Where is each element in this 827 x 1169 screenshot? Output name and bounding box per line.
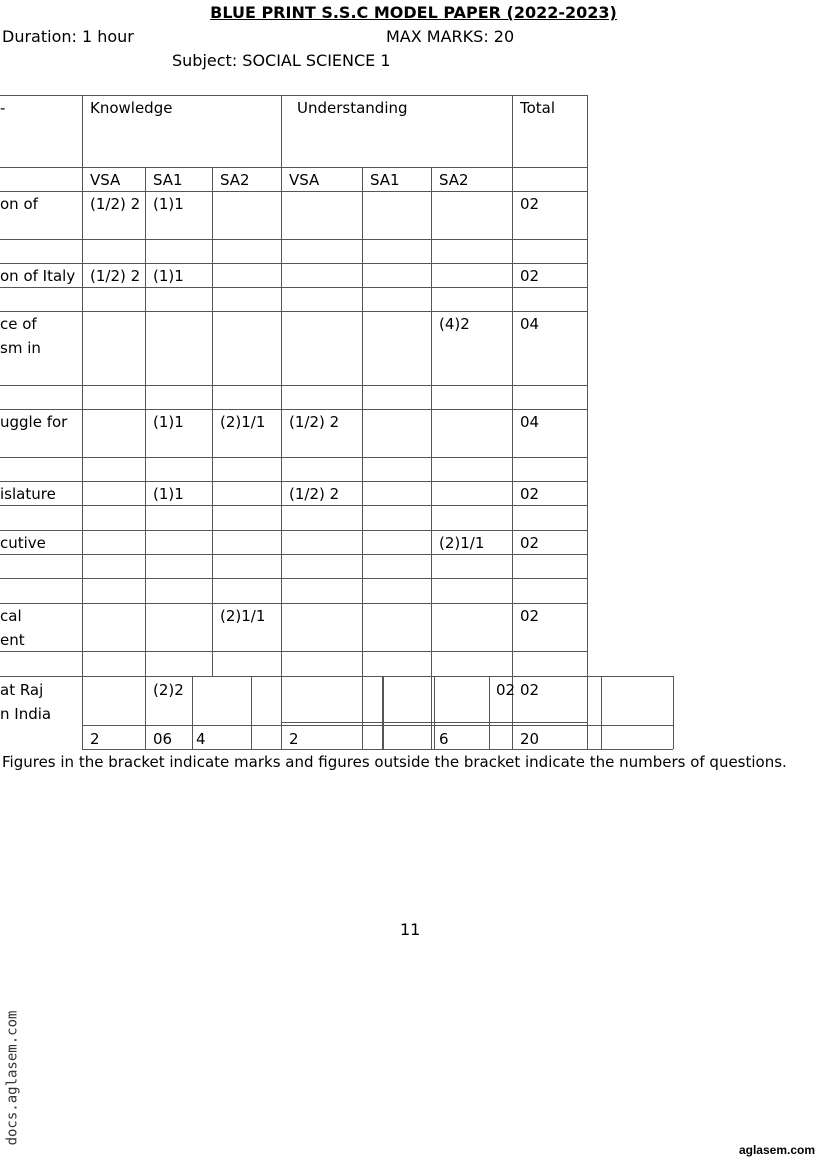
total-k_vsa: 2 bbox=[90, 730, 100, 748]
table-rule bbox=[587, 481, 588, 530]
table-rule bbox=[0, 603, 587, 604]
page-title: BLUE PRINT S.S.C MODEL PAPER (2022-2023) bbox=[210, 3, 617, 22]
table-rule bbox=[362, 530, 363, 603]
row-topic: sm in bbox=[0, 339, 41, 357]
table-rule bbox=[281, 603, 282, 676]
total-k_sa2: 4 bbox=[196, 730, 206, 748]
table-rule bbox=[192, 676, 193, 749]
cell-u_sa2: (4)2 bbox=[439, 315, 470, 333]
table-rule bbox=[512, 167, 513, 191]
table-rule bbox=[0, 95, 587, 96]
table-rule bbox=[82, 725, 673, 726]
table-rule bbox=[82, 676, 673, 677]
table-rule bbox=[281, 530, 282, 603]
row-topic: n India bbox=[0, 705, 52, 723]
cell-total: 02 bbox=[520, 267, 540, 285]
table-rule bbox=[587, 95, 588, 167]
subheader-k-sa1: SA1 bbox=[153, 171, 183, 189]
row-topic: ent bbox=[0, 631, 25, 649]
table-rule bbox=[512, 263, 513, 311]
cell-u_vsa: (1/2) 2 bbox=[289, 485, 340, 503]
header-total: Total bbox=[520, 99, 556, 117]
header-topic: - bbox=[0, 99, 6, 117]
table-rule bbox=[587, 167, 588, 191]
table-rule bbox=[212, 603, 213, 676]
cell-total: 02 bbox=[520, 607, 540, 625]
cell-total: 02 bbox=[520, 195, 540, 213]
table-rule bbox=[0, 239, 587, 240]
table-rule bbox=[434, 676, 435, 749]
table-rule bbox=[383, 676, 384, 749]
table-rule bbox=[212, 409, 213, 481]
subheader-u-sa1: SA1 bbox=[370, 171, 400, 189]
row-topic: on of bbox=[0, 195, 38, 213]
total-grand: 20 bbox=[520, 730, 540, 748]
table-rule bbox=[587, 676, 588, 749]
subheader-u-vsa: VSA bbox=[289, 171, 320, 189]
table-rule bbox=[281, 481, 282, 530]
table-rule bbox=[431, 167, 432, 191]
table-rule bbox=[587, 191, 588, 263]
table-rule bbox=[587, 409, 588, 481]
table-rule bbox=[512, 530, 513, 603]
table-rule bbox=[362, 263, 363, 311]
total-u_sa2: 6 bbox=[439, 730, 449, 748]
cell-total: 04 bbox=[520, 413, 540, 431]
table-rule bbox=[587, 311, 588, 409]
table-rule bbox=[362, 676, 363, 749]
table-rule bbox=[489, 676, 490, 749]
table-rule bbox=[281, 191, 282, 263]
table-rule bbox=[82, 167, 83, 191]
table-rule bbox=[362, 603, 363, 676]
table-rule bbox=[431, 263, 432, 311]
table-rule bbox=[362, 481, 363, 530]
table-rule bbox=[281, 263, 282, 311]
table-rule bbox=[145, 481, 146, 530]
table-rule bbox=[673, 676, 674, 749]
table-rule bbox=[145, 676, 146, 749]
table-rule bbox=[145, 263, 146, 311]
table-rule bbox=[0, 287, 587, 288]
table-rule bbox=[281, 409, 282, 481]
table-rule bbox=[0, 578, 587, 579]
table-rule bbox=[512, 191, 513, 263]
table-rule bbox=[512, 603, 513, 676]
table-rule bbox=[362, 191, 363, 263]
table-rule bbox=[512, 481, 513, 530]
table-rule bbox=[212, 481, 213, 530]
cell-k_sa1: (1)1 bbox=[153, 267, 184, 285]
table-rule bbox=[362, 409, 363, 481]
table-rule bbox=[251, 676, 252, 749]
table-rule bbox=[0, 385, 587, 386]
table-rule bbox=[82, 95, 83, 167]
table-rule bbox=[431, 481, 432, 530]
table-rule bbox=[431, 603, 432, 676]
subheader-k-vsa: VSA bbox=[90, 171, 121, 189]
cell-total: 02 bbox=[520, 681, 540, 699]
row-topic: at Raj bbox=[0, 681, 44, 699]
table-rule bbox=[601, 676, 602, 749]
brand-logo: aglasem.com bbox=[738, 1143, 815, 1157]
table-rule bbox=[281, 311, 282, 409]
table-rule bbox=[212, 263, 213, 311]
cell-k_sa2: (2)1/1 bbox=[220, 607, 266, 625]
page-number: 11 bbox=[400, 920, 421, 939]
table-rule bbox=[431, 191, 432, 263]
table-rule bbox=[82, 481, 83, 530]
table-rule bbox=[145, 530, 146, 603]
table-rule bbox=[0, 263, 587, 264]
table-rule bbox=[431, 409, 432, 481]
duration-label: Duration: 1 hour bbox=[2, 27, 134, 46]
subheader-u-sa2: SA2 bbox=[439, 171, 469, 189]
table-rule bbox=[212, 191, 213, 263]
table-rule bbox=[0, 530, 587, 531]
table-rule bbox=[431, 676, 432, 749]
table-rule bbox=[82, 530, 83, 603]
row-topic: ce of bbox=[0, 315, 37, 333]
total-u_vsa: 2 bbox=[289, 730, 299, 748]
cell-u_vsa: (1/2) 2 bbox=[289, 413, 340, 431]
table-rule bbox=[512, 95, 513, 167]
cell-total: 02 bbox=[520, 485, 540, 503]
cell-total: 02 bbox=[520, 534, 540, 552]
subheader-k-sa2: SA2 bbox=[220, 171, 250, 189]
table-rule bbox=[145, 167, 146, 191]
table-rule bbox=[512, 409, 513, 481]
table-rule bbox=[362, 167, 363, 191]
cell-k_sa1: (1)1 bbox=[153, 413, 184, 431]
table-rule bbox=[82, 191, 83, 263]
table-rule bbox=[281, 676, 282, 749]
total-k_sa1: 06 bbox=[153, 730, 173, 748]
table-rule bbox=[0, 311, 587, 312]
cell-u_sa2: (2)1/1 bbox=[439, 534, 485, 552]
cell-k_vsa: (1/2) 2 bbox=[90, 267, 141, 285]
table-rule bbox=[212, 167, 213, 191]
cell-k_sa1: (1)1 bbox=[153, 485, 184, 503]
table-rule bbox=[82, 603, 83, 676]
table-rule bbox=[145, 409, 146, 481]
table-rule bbox=[362, 311, 363, 409]
max-marks-label: MAX MARKS: 20 bbox=[386, 27, 515, 46]
table-rule bbox=[281, 95, 282, 167]
table-rule bbox=[587, 263, 588, 311]
cell-k_vsa: (1/2) 2 bbox=[90, 195, 141, 213]
watermark: docs.aglasem.com bbox=[4, 1010, 21, 1146]
cell-k_sa2: (2)1/1 bbox=[220, 413, 266, 431]
row-topic: islature bbox=[0, 485, 56, 503]
header-knowledge: Knowledge bbox=[90, 99, 173, 117]
table-rule bbox=[212, 311, 213, 409]
table-rule bbox=[145, 191, 146, 263]
table-rule bbox=[145, 311, 146, 409]
row-topic: cutive bbox=[0, 534, 46, 552]
table-rule bbox=[587, 530, 588, 603]
header-understanding: Understanding bbox=[297, 99, 408, 117]
table-rule bbox=[431, 311, 432, 409]
table-rule bbox=[512, 311, 513, 409]
table-rule bbox=[82, 676, 83, 749]
row-topic: cal bbox=[0, 607, 22, 625]
table-rule bbox=[82, 311, 83, 409]
row-topic: uggle for bbox=[0, 413, 68, 431]
table-rule bbox=[587, 603, 588, 676]
table-rule bbox=[82, 263, 83, 311]
table-rule bbox=[0, 651, 587, 652]
table-rule bbox=[0, 554, 587, 555]
table-rule bbox=[281, 167, 282, 191]
cell-k_sa1: (1)1 bbox=[153, 195, 184, 213]
table-rule bbox=[212, 530, 213, 603]
table-rule bbox=[145, 603, 146, 676]
footnote: Figures in the bracket indicate marks and figures outside the bracket indicate the numbers of questions. bbox=[2, 753, 787, 771]
table-rule bbox=[0, 457, 587, 458]
cell-total: 04 bbox=[520, 315, 540, 333]
row-topic: on of Italy bbox=[0, 267, 76, 285]
cell-u_sa2: 02 bbox=[496, 681, 516, 699]
cell-k_sa1: (2)2 bbox=[153, 681, 184, 699]
table-rule bbox=[82, 409, 83, 481]
table-rule bbox=[431, 530, 432, 603]
subject-label: Subject: SOCIAL SCIENCE 1 bbox=[172, 51, 391, 70]
